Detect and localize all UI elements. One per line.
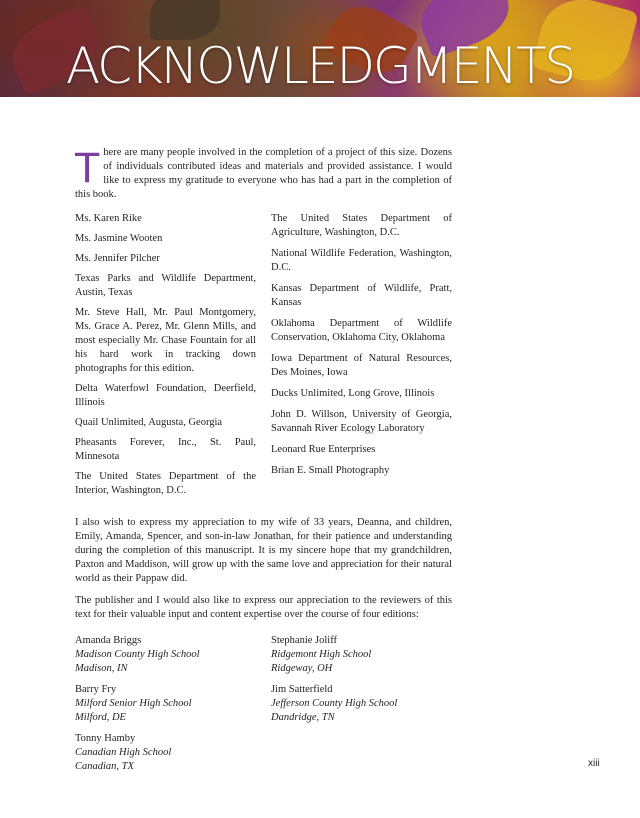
- contributor: Iowa Department of Natural Resources, Des Moines, Iowa: [271, 353, 452, 378]
- reviewer: [75, 732, 256, 774]
- drop-cap: T: [74, 144, 101, 192]
- reviewer-school: Milford Senior High School: [75, 698, 192, 709]
- contributor: Mr. Steve Hall, Mr. Paul Montgomery, Ms. Grace A. Perez, Mr. Glenn Mills, and most especially Mr. Chase Fountain for all his hard work in tracking down photographs for this edition.: [75, 307, 256, 374]
- contributor: Kansas Department of Wildlife, Pratt, Kansas: [271, 283, 452, 308]
- content: [75, 146, 452, 781]
- reviewer-name: Jim Satterfield: [271, 684, 333, 695]
- family-paragraph: I also wish to express my appreciation to my wife of 33 years, Deanna, and children, Emily, Amanda, Spencer, and son-in-law Jonathan, for their patience and understanding during the completion of this manuscript. It is my sincere hope that my grandchildren, Paxton and Maddison, will grow up with the same love and appreciation for their natural world as their Pappaw did.: [75, 517, 452, 584]
- reviewer: [271, 634, 452, 676]
- reviewers-paragraph: The publisher and I would also like to express our appreciation to the reviewers of this text for their valuable input and content expertise over the course of four editions:: [75, 595, 452, 620]
- reviewer-location: Canadian, TX: [75, 761, 134, 772]
- reviewer-location: Ridgeway, OH: [271, 663, 333, 674]
- header-banner: [0, 0, 640, 97]
- contributor: Ms. Jennifer Pilcher: [75, 253, 160, 264]
- contributor: Leonard Rue Enterprises: [271, 444, 376, 455]
- contributor: Ms. Karen Rike: [75, 213, 142, 224]
- contributor: John D. Willson, University of Georgia, Savannah River Ecology Laboratory: [271, 409, 452, 434]
- reviewer-school: Madison County High School: [75, 649, 200, 660]
- contributor: Ms. Jasmine Wooten: [75, 233, 163, 244]
- reviewer-location: Madison, IN: [75, 663, 128, 674]
- contributors-list: [75, 212, 452, 504]
- contributor: Ducks Unlimited, Long Grove, Illinois: [271, 388, 435, 399]
- intro-text: here are many people involved in the completion of a project of this size. Dozens of individuals contributed ideas and materials and provided assistance. I would like to express my gratitude to everyone who has had a part in the completion of this book.: [75, 147, 452, 200]
- contributor: The United States Department of the Interior, Washington, D.C.: [75, 471, 256, 496]
- reviewers-list: [75, 634, 452, 781]
- reviewers-left-column: [75, 634, 256, 781]
- reviewer-name: Stephanie Joliff: [271, 635, 338, 646]
- reviewer-location: Dandridge, TN: [271, 712, 335, 723]
- reviewer: [271, 683, 452, 725]
- page-number: xiii: [588, 758, 600, 769]
- reviewer: [75, 634, 256, 676]
- contributor: Pheasants Forever, Inc., St. Paul, Minnesota: [75, 437, 256, 462]
- contributor: Delta Waterfowl Foundation, Deerfield, Illinois: [75, 383, 256, 408]
- intro-paragraph: [75, 146, 452, 202]
- leaf-decoration: [150, 0, 220, 40]
- page-title: ACKNOWLEDGMENTS: [65, 37, 575, 95]
- reviewer-school: Jefferson County High School: [271, 698, 398, 709]
- reviewer-name: Amanda Briggs: [75, 635, 142, 646]
- contributors-left-column: [75, 212, 256, 504]
- reviewer-name: Tonny Hamby: [75, 733, 136, 744]
- reviewer-location: Milford, DE: [75, 712, 126, 723]
- reviewer-name: Barry Fry: [75, 684, 117, 695]
- reviewer-school: Canadian High School: [75, 747, 172, 758]
- contributor: National Wildlife Federation, Washington, D.C.: [271, 248, 452, 273]
- reviewers-right-column: [271, 634, 452, 781]
- contributor: Brian E. Small Photography: [271, 465, 390, 476]
- contributor: The United States Department of Agriculture, Washington, D.C.: [271, 213, 452, 238]
- contributor: Texas Parks and Wildlife Department, Austin, Texas: [75, 273, 256, 298]
- contributors-right-column: [271, 212, 452, 504]
- contributor: Oklahoma Department of Wildlife Conservation, Oklahoma City, Oklahoma: [271, 318, 452, 343]
- reviewer: [75, 683, 256, 725]
- reviewer-school: Ridgemont High School: [271, 649, 372, 660]
- contributor: Quail Unlimited, Augusta, Georgia: [75, 417, 223, 428]
